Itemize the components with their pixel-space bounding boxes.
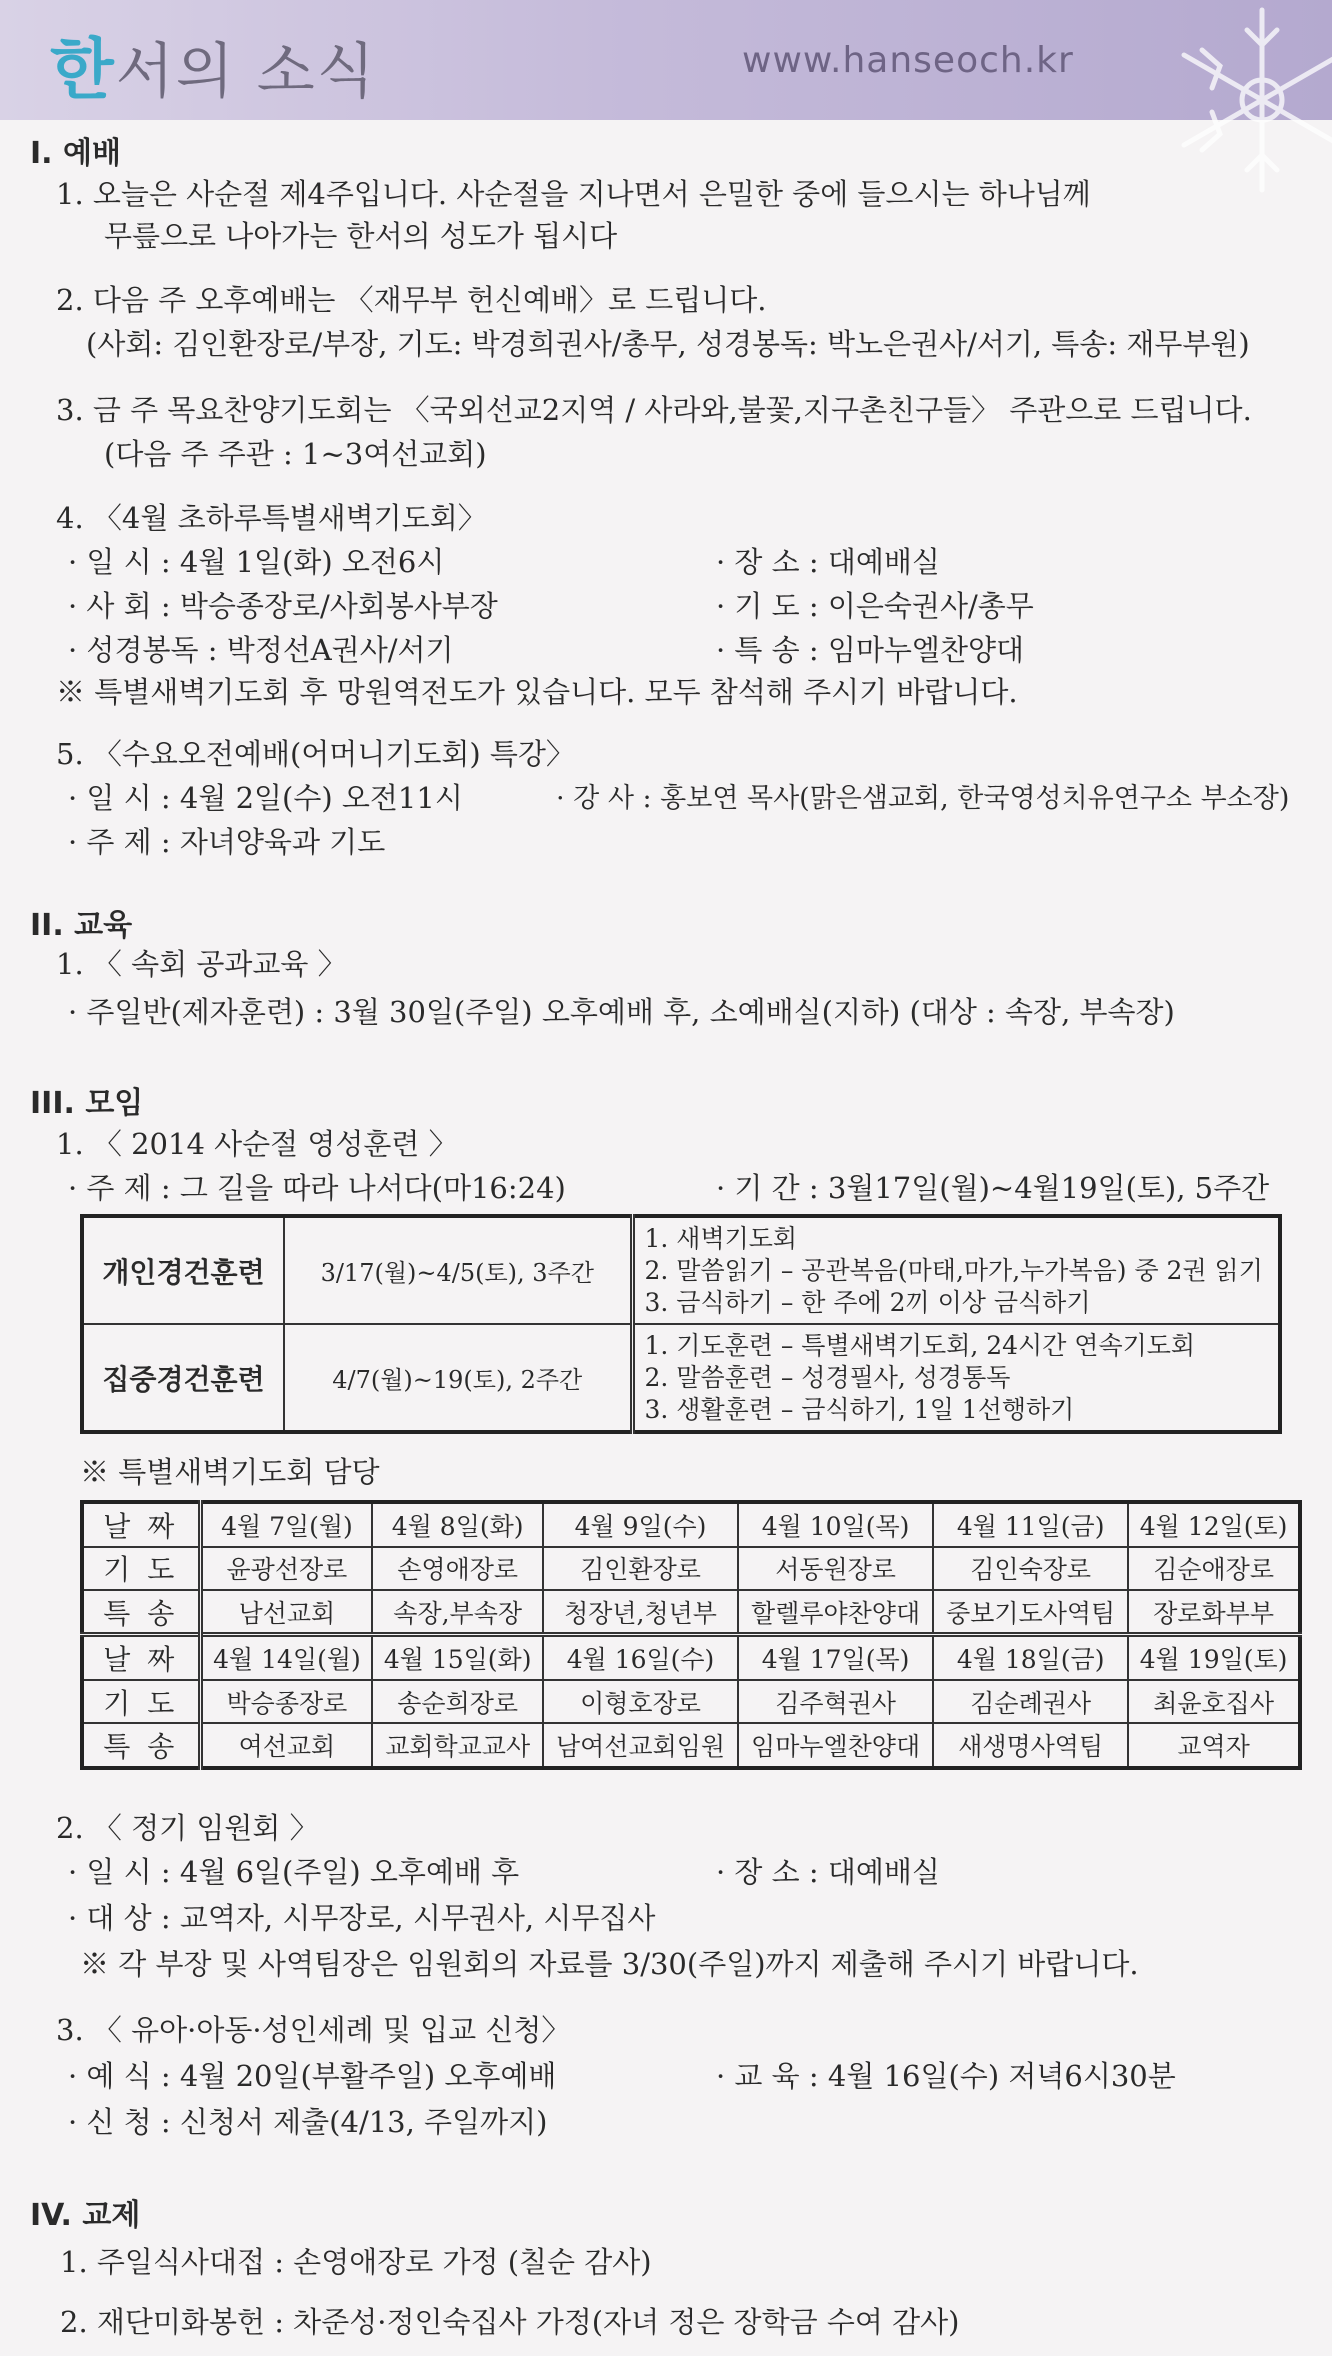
date-cell: 4월 19일(토) xyxy=(1128,1635,1300,1680)
worship-line-8a: · 일 시 : 4월 1일(화) 오전6시 xyxy=(68,545,445,579)
meeting-line-m2: 2. 〈 정기 임원회 〉 xyxy=(56,1811,319,1845)
prayer-cell: 서동원장로 xyxy=(738,1547,933,1590)
date-cell: 4월 15일(화) xyxy=(372,1635,543,1680)
training-table xyxy=(80,1214,1282,1434)
row-label: 날 짜 xyxy=(82,1502,200,1547)
education-line-2: · 주일반(제자훈련) : 3월 30일(주일) 오후예배 후, 소예배실(지하) (대상 : 속장, 부속장) xyxy=(68,995,1175,1029)
title-rest: 서의 소식 xyxy=(115,37,377,107)
header-banner xyxy=(0,0,1332,120)
worship-line-4: (사회: 김인환장로/부장, 기도: 박경희권사/총무, 성경봉독: 박노은권사/서기, 특송: 재무부원) xyxy=(86,327,1250,361)
snowflake-icon xyxy=(1132,0,1332,200)
date-cell: 4월 11일(금) xyxy=(933,1502,1128,1547)
meeting-line-m4: · 대 상 : 교역자, 시무장로, 시무권사, 시무집사 xyxy=(68,1901,656,1935)
table-row xyxy=(82,1324,1280,1432)
row-label: 날 짜 xyxy=(82,1635,200,1680)
date-cell: 4월 9일(수) xyxy=(543,1502,738,1547)
worship-line-14: · 주 제 : 자녀양육과 기도 xyxy=(68,825,386,859)
section-fellowship-title: IV. 교제 xyxy=(30,2198,141,2233)
training-details xyxy=(632,1324,1280,1432)
training-name: 집중경건훈련 xyxy=(82,1324,284,1432)
worship-line-13a: · 일 시 : 4월 2일(수) 오전11시 xyxy=(68,781,463,815)
song-cell: 중보기도사역팀 xyxy=(933,1590,1128,1635)
song-cell: 할렐루야찬양대 xyxy=(738,1590,933,1635)
training-period: 3/17(월)~4/5(토), 3주간 xyxy=(284,1216,632,1324)
table-row xyxy=(82,1547,1300,1590)
schedule-note: ※ 특별새벽기도회 담당 xyxy=(80,1455,380,1489)
prayer-cell: 윤광선장로 xyxy=(200,1547,372,1590)
date-cell: 4월 17일(목) xyxy=(738,1635,933,1680)
prayer-cell: 김주혁권사 xyxy=(738,1680,933,1723)
worship-line-1: 1. 오늘은 사순절 제4주입니다. 사순절을 지나면서 은밀한 중에 들으시는 하나님께 xyxy=(56,177,1091,211)
fellowship-line-1: 1. 주일식사대접 : 손영애장로 가정 (칠순 감사) xyxy=(60,2245,652,2279)
song-cell: 청장년,청년부 xyxy=(543,1590,738,1635)
training-details xyxy=(632,1216,1280,1324)
worship-line-8b: · 장 소 : 대예배실 xyxy=(716,545,940,579)
meeting-line-1: 1. 〈 2014 사순절 영성훈련 〉 xyxy=(56,1127,458,1161)
table-row xyxy=(82,1590,1300,1635)
worship-line-11: ※ 특별새벽기도회 후 망원역전도가 있습니다. 모두 참석해 주시기 바랍니다. xyxy=(56,675,1018,709)
training-item: 1. 새벽기도회 xyxy=(644,1223,798,1253)
table-row xyxy=(82,1723,1300,1768)
prayer-cell: 송순희장로 xyxy=(372,1680,543,1723)
meeting-period: · 기 간 : 3월17일(월)~4월19일(토), 5주간 xyxy=(716,1171,1270,1205)
table-row xyxy=(82,1635,1300,1680)
worship-line-13b: · 강 사 : 홍보연 목사(맑은샘교회, 한국영성치유연구소 부소장) xyxy=(556,783,1290,814)
worship-line-10b: · 특 송 : 임마누엘찬양대 xyxy=(716,633,1024,667)
song-cell: 임마누엘찬양대 xyxy=(738,1723,933,1768)
date-cell: 4월 16일(수) xyxy=(543,1635,738,1680)
worship-line-3: 2. 다음 주 오후예배는 〈재무부 헌신예배〉로 드립니다. xyxy=(56,283,767,317)
song-cell: 여선교회 xyxy=(200,1723,372,1768)
meeting-line-m7a: · 예 식 : 4월 20일(부활주일) 오후예배 xyxy=(68,2059,557,2093)
education-line-1: 1. 〈 속회 공과교육 〉 xyxy=(56,947,347,981)
website-url: www.hanseoch.kr xyxy=(742,40,1074,81)
table-row xyxy=(82,1502,1300,1547)
training-item: 3. 생활훈련 – 금식하기, 1일 1선행하기 xyxy=(644,1394,1075,1424)
date-cell: 4월 7일(월) xyxy=(200,1502,372,1547)
date-cell: 4월 18일(금) xyxy=(933,1635,1128,1680)
song-cell: 교회학교교사 xyxy=(372,1723,543,1768)
meeting-line-m5: ※ 각 부장 및 사역팀장은 임원회의 자료를 3/30(주일)까지 제출해 주시기 바랍니다. xyxy=(80,1947,1139,1981)
song-cell: 남여선교회임원 xyxy=(543,1723,738,1768)
prayer-cell: 최윤호집사 xyxy=(1128,1680,1300,1723)
worship-line-7: 4. 〈4월 초하루특별새벽기도회〉 xyxy=(56,501,487,535)
section-meeting-title: III. 모임 xyxy=(30,1086,144,1121)
worship-line-12: 5. 〈수요오전예배(어머니기도회) 특강〉 xyxy=(56,737,575,771)
prayer-cell: 김인숙장로 xyxy=(933,1547,1128,1590)
song-cell: 남선교회 xyxy=(200,1590,372,1635)
date-cell: 4월 8일(화) xyxy=(372,1502,543,1547)
song-cell: 새생명사역팀 xyxy=(933,1723,1128,1768)
worship-line-5: 3. 금 주 목요찬양기도회는 〈국외선교2지역 / 사라와,불꽃,지구촌친구들〉 주관으로 드립니다. xyxy=(56,393,1252,427)
meeting-line-m8: · 신 청 : 신청서 제출(4/13, 주일까지) xyxy=(68,2105,548,2139)
song-cell: 속장,부속장 xyxy=(372,1590,543,1635)
date-cell: 4월 12일(토) xyxy=(1128,1502,1300,1547)
meeting-line-m7b: · 교 육 : 4월 16일(수) 저녁6시30분 xyxy=(716,2059,1176,2093)
fellowship-line-2: 2. 재단미화봉헌 : 차준성·정인숙집사 가정(자녀 정은 장학금 수여 감사) xyxy=(60,2305,960,2339)
prayer-cell: 이형호장로 xyxy=(543,1680,738,1723)
worship-line-6: (다음 주 주관 : 1~3여선교회) xyxy=(104,437,487,471)
title-first-char: 한 xyxy=(50,31,116,108)
prayer-cell: 박승종장로 xyxy=(200,1680,372,1723)
training-item: 2. 말씀읽기 – 공관복음(마태,마가,누가복음) 중 2권 읽기 xyxy=(644,1255,1263,1285)
worship-line-9a: · 사 회 : 박승종장로/사회봉사부장 xyxy=(68,589,498,623)
table-row xyxy=(82,1680,1300,1723)
section-education-title: II. 교육 xyxy=(30,908,133,943)
newsletter-title xyxy=(50,16,377,111)
worship-line-10a: · 성경봉독 : 박정선A권사/서기 xyxy=(68,633,454,667)
row-label: 기 도 xyxy=(82,1547,200,1590)
worship-line-2: 무릎으로 나아가는 한서의 성도가 됩시다 xyxy=(104,219,618,253)
training-item: 2. 말씀훈련 – 성경필사, 성경통독 xyxy=(644,1362,1011,1392)
prayer-cell: 김인환장로 xyxy=(543,1547,738,1590)
training-item: 3. 금식하기 – 한 주에 2끼 이상 금식하기 xyxy=(644,1287,1091,1317)
row-label: 기 도 xyxy=(82,1680,200,1723)
training-item: 1. 기도훈련 – 특별새벽기도회, 24시간 연속기도회 xyxy=(644,1330,1196,1360)
worship-line-9b: · 기 도 : 이은숙권사/총무 xyxy=(716,589,1034,623)
training-period: 4/7(월)~19(토), 2주간 xyxy=(284,1324,632,1432)
prayer-cell: 김순례권사 xyxy=(933,1680,1128,1723)
song-cell: 교역자 xyxy=(1128,1723,1300,1768)
section-worship-title: I. 예배 xyxy=(30,136,121,171)
training-name: 개인경건훈련 xyxy=(82,1216,284,1324)
meeting-line-m3a: · 일 시 : 4월 6일(주일) 오후예배 후 xyxy=(68,1855,520,1889)
song-cell: 장로화부부 xyxy=(1128,1590,1300,1635)
meeting-line-m3b: · 장 소 : 대예배실 xyxy=(716,1855,940,1889)
date-cell: 4월 10일(목) xyxy=(738,1502,933,1547)
table-row xyxy=(82,1216,1280,1324)
date-cell: 4월 14일(월) xyxy=(200,1635,372,1680)
prayer-cell: 김순애장로 xyxy=(1128,1547,1300,1590)
prayer-cell: 손영애장로 xyxy=(372,1547,543,1590)
meeting-theme: · 주 제 : 그 길을 따라 나서다(마16:24) xyxy=(68,1171,566,1205)
row-label: 특 송 xyxy=(82,1590,200,1635)
meeting-line-m6: 3. 〈 유아·아동·성인세례 및 입교 신청〉 xyxy=(56,2013,571,2047)
schedule-table xyxy=(80,1500,1302,1770)
row-label: 특 송 xyxy=(82,1723,200,1768)
